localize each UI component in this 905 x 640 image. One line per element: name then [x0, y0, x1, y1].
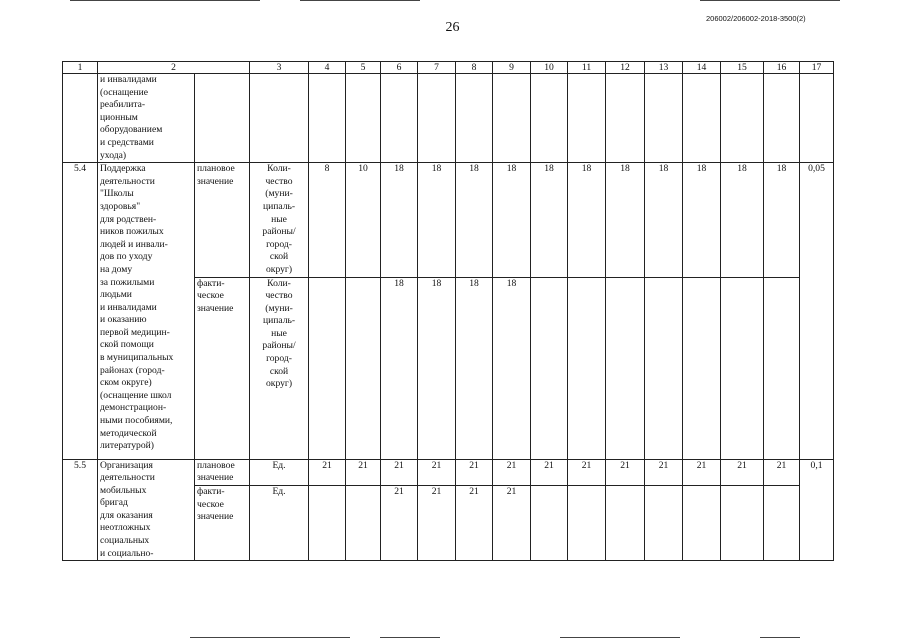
value-cell: 18: [645, 163, 683, 277]
header-cell: 8: [456, 62, 493, 74]
value-cell: 21: [683, 459, 721, 486]
value-cell: 21: [493, 486, 531, 561]
value-cell: [568, 486, 606, 561]
value-cell: [764, 277, 800, 459]
document-code: 206002/206002-2018-3500(2): [706, 14, 806, 23]
value-cell: 21: [531, 459, 568, 486]
table-cell: [683, 74, 721, 163]
value-cell: [531, 486, 568, 561]
scan-line-bottom: [190, 637, 350, 638]
table-cell: [456, 74, 493, 163]
unit-cell: Ед.: [250, 459, 309, 486]
value-cell: [764, 486, 800, 561]
row-description: Организация деятельности мобильных бригад для оказания неотложных социальных и социально-: [98, 459, 195, 561]
table-header-row: [63, 62, 834, 74]
value-cell: [721, 277, 764, 459]
header-cell: 10: [531, 62, 568, 74]
table-cell: [195, 74, 250, 163]
table-cell: [721, 74, 764, 163]
value-cell: 18: [683, 163, 721, 277]
header-cell: 7: [418, 62, 456, 74]
table-row-5-4-plan: [63, 163, 834, 277]
table-cell: [250, 74, 309, 163]
table-cell: [418, 74, 456, 163]
weight-cell: 0,05: [800, 163, 834, 459]
header-cell: 12: [606, 62, 645, 74]
row-number: 5.4: [63, 163, 98, 459]
value-cell: 21: [456, 459, 493, 486]
header-cell: 1: [63, 62, 98, 74]
value-type-fact: факти- ческое значение: [195, 486, 250, 561]
value-cell: 18: [531, 163, 568, 277]
value-cell: 10: [346, 163, 381, 277]
table-cell: [309, 74, 346, 163]
unit-cell: Ед.: [250, 486, 309, 561]
value-cell: [683, 277, 721, 459]
header-cell: 3: [250, 62, 309, 74]
value-type-fact: факти- ческое значение: [195, 277, 250, 459]
value-cell: 18: [381, 277, 418, 459]
table-row-5-5-plan: [63, 459, 834, 486]
table-cell: [346, 74, 381, 163]
value-cell: 18: [493, 163, 531, 277]
value-cell: 21: [418, 459, 456, 486]
value-cell: 21: [606, 459, 645, 486]
row-description: Поддержка деятельности "Школы здоровья" для родствен- ников пожилых людей и инвали- дов по уходу на дому за пожилыми людьми и инвалидами и оказанию первой медицин- ской помощи в муниципальных районах (город- ском округе) (оснащение школ демонстрацион- ными пособиями, методической литературой): [98, 163, 195, 459]
header-cell: 4: [309, 62, 346, 74]
value-cell: [346, 277, 381, 459]
value-cell: [568, 277, 606, 459]
value-cell: [683, 486, 721, 561]
value-cell: 21: [346, 459, 381, 486]
value-cell: 21: [456, 486, 493, 561]
value-cell: 21: [645, 459, 683, 486]
row-number: 5.5: [63, 459, 98, 561]
value-cell: [645, 277, 683, 459]
value-cell: [531, 277, 568, 459]
value-type-plan: плановое значение: [195, 163, 250, 277]
value-cell: 18: [418, 163, 456, 277]
value-cell: 21: [418, 486, 456, 561]
value-cell: 18: [493, 277, 531, 459]
table-cell: [531, 74, 568, 163]
weight-cell: 0,1: [800, 459, 834, 561]
table-cell: [764, 74, 800, 163]
table-cell: [381, 74, 418, 163]
header-cell: 2: [98, 62, 250, 74]
value-cell: 21: [381, 486, 418, 561]
table-cell: [63, 74, 98, 163]
value-cell: 18: [418, 277, 456, 459]
scan-line-bottom: [760, 637, 800, 638]
value-cell: [721, 486, 764, 561]
header-cell: 17: [800, 62, 834, 74]
value-cell: 18: [456, 277, 493, 459]
value-cell: [606, 486, 645, 561]
continued-description: и инвалидами (оснащение реабилита- ционным оборудованием и средствами ухода): [98, 74, 195, 163]
scan-line-top: [700, 0, 840, 1]
indicator-table: [62, 61, 834, 561]
value-type-plan: плановое значение: [195, 459, 250, 486]
table-cell: [645, 74, 683, 163]
header-cell: 11: [568, 62, 606, 74]
header-cell: 6: [381, 62, 418, 74]
scan-line-top: [70, 0, 260, 1]
value-cell: 18: [606, 163, 645, 277]
value-cell: [309, 277, 346, 459]
value-cell: 21: [764, 459, 800, 486]
scan-line-bottom: [380, 637, 440, 638]
table-row-continued: [63, 74, 834, 163]
scan-line-top: [300, 0, 420, 1]
value-cell: [346, 486, 381, 561]
value-cell: 21: [493, 459, 531, 486]
scan-line-bottom: [560, 637, 680, 638]
table-cell: [568, 74, 606, 163]
page-number: 26: [445, 20, 460, 35]
header-cell: 9: [493, 62, 531, 74]
header-cell: 13: [645, 62, 683, 74]
value-cell: [606, 277, 645, 459]
value-cell: 18: [721, 163, 764, 277]
header-cell: 14: [683, 62, 721, 74]
header-cell: 16: [764, 62, 800, 74]
value-cell: [645, 486, 683, 561]
table-cell: [606, 74, 645, 163]
value-cell: 21: [568, 459, 606, 486]
table-cell: [800, 74, 834, 163]
value-cell: 18: [381, 163, 418, 277]
unit-cell: Коли- чество (муни- ципаль- ные районы/ город- ской округ): [250, 277, 309, 459]
header-cell: 15: [721, 62, 764, 74]
value-cell: [309, 486, 346, 561]
value-cell: 18: [456, 163, 493, 277]
table-cell: [493, 74, 531, 163]
header-cell: 5: [346, 62, 381, 74]
value-cell: 21: [381, 459, 418, 486]
value-cell: 21: [721, 459, 764, 486]
value-cell: 21: [309, 459, 346, 486]
value-cell: 18: [568, 163, 606, 277]
value-cell: 18: [764, 163, 800, 277]
value-cell: 8: [309, 163, 346, 277]
unit-cell: Коли- чество (муни- ципаль- ные районы/ город- ской округ): [250, 163, 309, 277]
